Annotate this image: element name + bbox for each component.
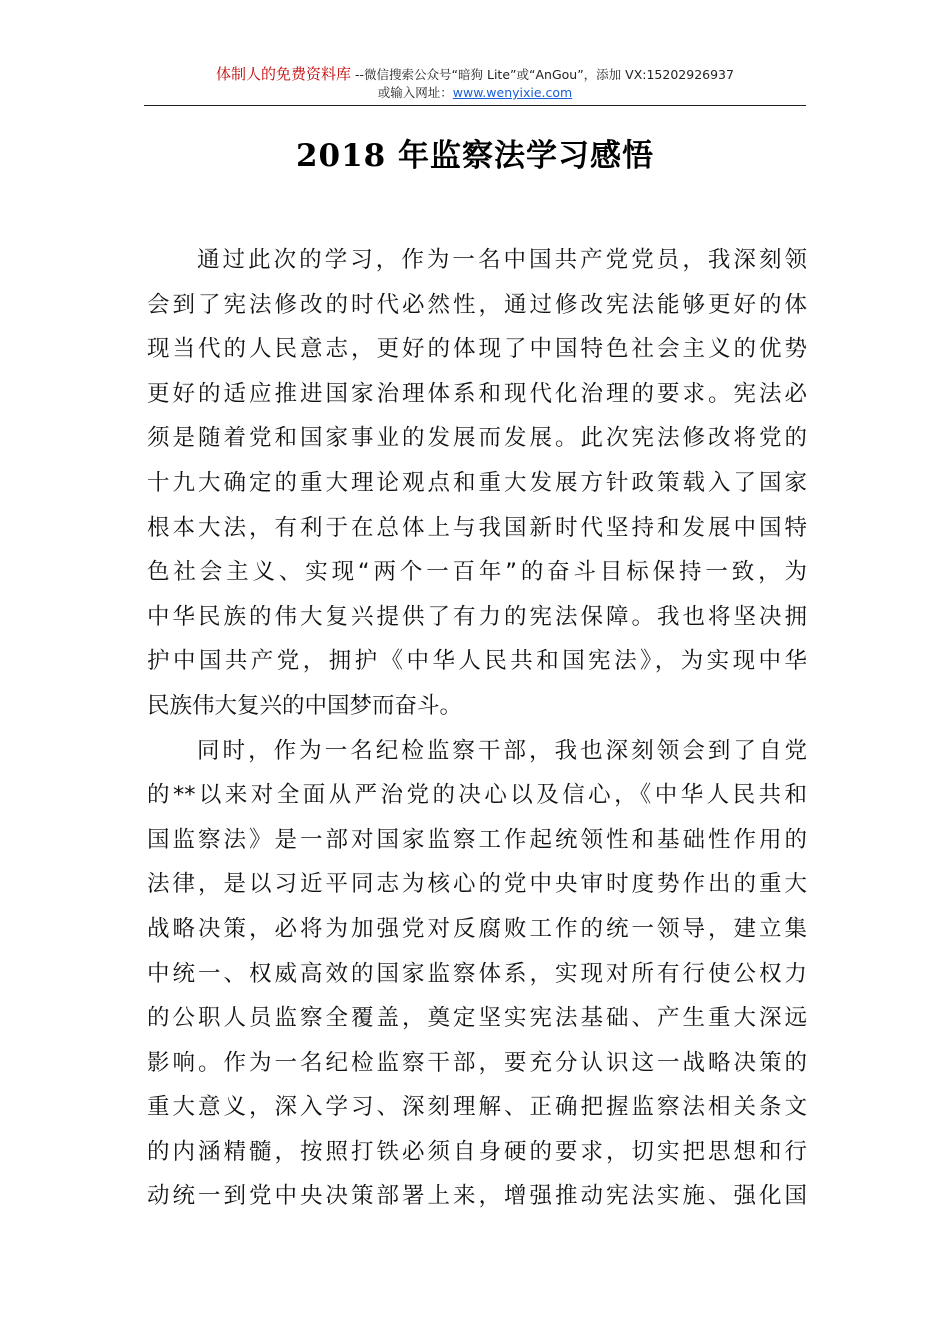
header-url-link[interactable]: www.wenyixie.com [452, 85, 573, 100]
body-line: 民族伟大复兴的中国梦而奋斗。 [147, 692, 463, 719]
header-info: --微信搜索公众号“暗狗 Lite”或“AnGou”，添加 VX:15202926937 [351, 67, 734, 82]
body-line: 法律，是以习近平同志为核心的党中央审时度势作出的重大 [147, 871, 807, 898]
body-line: 的内涵精髓，按照打铁必须自身硬的要求，切实把思想和行 [147, 1138, 807, 1165]
body-line: 十九大确定的重大理论观点和重大发展方针政策载入了国家 [147, 469, 807, 496]
body-line: 同时，作为一名纪检监察干部，我也深刻领会到了自党 [197, 737, 807, 764]
header-line-1 [0, 66, 950, 83]
body-line: 动统一到党中央决策部署上来，增强推动宪法实施、强化国 [147, 1183, 807, 1210]
body-line: 影响。作为一名纪检监察干部，要充分认识这一战略决策的 [147, 1049, 807, 1076]
body-line: 重大意义，深入学习、深刻理解、正确把握监察法相关条文 [147, 1094, 807, 1121]
document-body [147, 238, 807, 1219]
header-rule [144, 105, 806, 106]
body-line: 须是随着党和国家事业的发展而发展。此次宪法修改将党的 [147, 425, 807, 452]
header-url-prefix: 或输入网址： [377, 85, 453, 100]
body-line: 国监察法》是一部对国家监察工作起统领性和基础性作用的 [147, 826, 807, 853]
body-line: 会到了宪法修改的时代必然性，通过修改宪法能够更好的体 [147, 291, 807, 318]
body-line: 护中国共产党，拥护《中华人民共和国宪法》，为实现中华 [147, 648, 807, 675]
watermark-header [0, 66, 950, 101]
body-line: 中华民族的伟大复兴提供了有力的宪法保障。我也将坚决拥 [147, 603, 807, 630]
header-brand: 体制人的免费资料库 [216, 65, 352, 83]
body-line: 通过此次的学习，作为一名中国共产党党员，我深刻领 [197, 247, 807, 273]
body-line: 色社会主义、实现“两个一百年”的奋斗目标保持一致，为 [147, 559, 807, 586]
body-line: 根本大法，有利于在总体上与我国新时代坚持和发展中国特 [147, 514, 807, 541]
body-line: 更好的适应推进国家治理体系和现代化治理的要求。宪法必 [147, 380, 807, 407]
document-title: 2018 年监察法学习感悟 [295, 138, 655, 174]
body-line: 现当代的人民意志，更好的体现了中国特色社会主义的优势 [147, 336, 807, 363]
body-line: 战略决策，必将为加强党对反腐败工作的统一领导，建立集 [147, 915, 807, 942]
body-line: 的公职人员监察全覆盖，奠定坚实宪法基础、产生重大深远 [147, 1005, 807, 1032]
body-line: 中统一、权威高效的国家监察体系，实现对所有行使公权力 [147, 960, 807, 987]
body-line: 的**以来对全面从严治党的决心以及信心，《中华人民共和 [147, 782, 807, 809]
header-line-2 [0, 85, 950, 101]
